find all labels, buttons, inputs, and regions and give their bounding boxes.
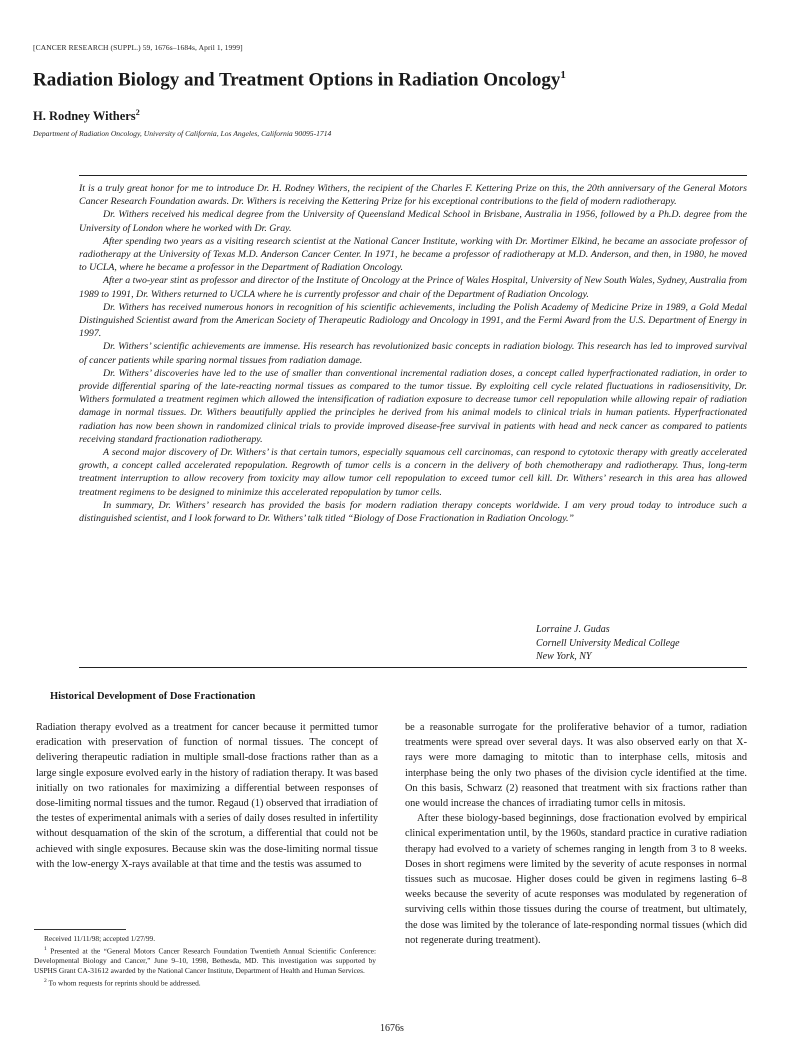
- signature-name: Lorraine J. Gudas: [536, 624, 610, 635]
- journal-citation: [CANCER RESEARCH (SUPPL.) 59, 1676s–1684s, April 1, 1999]: [33, 43, 243, 52]
- article-title-text: Radiation Biology and Treatment Options in Radiation Oncology: [33, 69, 561, 91]
- intro-paragraph: A second major discovery of Dr. Withers’ is that certain tumors, especially squamous cell carcinomas, can respond to cytotoxic therapy with greatly accelerated growth, a concept called accelerated repopulation. Regrowth of tumor cells is a concern in the delivery of both chemotherapy and radiotherapy. Thus, long-term treatment interruption to allow recovery from toxicity may allow tumor cell repopulation to exceed tumor cell kill. Dr. Withers’ research in this area has allowed treatment regimens to be designed to minimize this accelerated repopulation by tumor cells.: [79, 447, 747, 498]
- page-number: 1676s: [380, 1023, 404, 1034]
- footnotes-block: [34, 934, 376, 989]
- author-name-text: H. Rodney Withers: [33, 109, 136, 124]
- footnote-1: [34, 944, 376, 976]
- intro-paragraph: After spending two years as a visiting research scientist at the National Cancer Institute, working with Dr. Mortimer Elkind, he became an associate professor of radiotherapy at the University of Texas M.D. Anderson Cancer Center. In 1971, he became a professor of radiotherapy at M.D. Anderson, and then, in 1980, he moved to UCLA, where he became a professor in the Department of Radiation Oncology.: [79, 235, 747, 274]
- intro-paragraph: It is a truly great honor for me to introduce Dr. H. Rodney Withers, the recipient of the Charles F. Kettering Prize on this, the 20th anniversary of the General Motors Cancer Research Foundation awards. Dr. Withers is receiving the Kettering Prize for his exceptional contributions to the field of modern radiotherapy.: [79, 183, 747, 208]
- section-heading: Historical Development of Dose Fractionation: [50, 691, 256, 702]
- author-name: [33, 108, 140, 124]
- footnote-received: Received 11/11/98; accepted 1/27/99.: [44, 934, 156, 943]
- introduction-block: [79, 182, 747, 525]
- body-paragraph: Radiation therapy evolved as a treatment for cancer because it permitted tumor eradication with preservation of function of normal tissues. The concept of delivering therapeutic radiation in multiple small-dose fractions rather than as a large single exposure evolved early in the history of radiation therapy. It was based initially on two rationales for maximizing a differential between responses of dose-limiting normal tissues and the tumor. Regaud (1) observed that irradiation of the testes of experimental animals with a series of daily doses resulted in infertility without desquamation of the skin of the scrotum, a differential that could not be achieved with single exposures. Because skin was the dose-limiting normal tissue with the low-energy X-rays available at that time and the testis was assumed to: [36, 722, 378, 870]
- signature-institution: Cornell University Medical College: [536, 637, 680, 649]
- intro-signature: [536, 623, 680, 664]
- intro-top-rule: [79, 175, 747, 176]
- footnote-rule: [34, 929, 126, 930]
- intro-bottom-rule: [79, 667, 747, 668]
- intro-paragraph: After a two-year stint as professor and director of the Institute of Oncology at the Prince of Wales Hospital, University of New South Wales, Sydney, Australia from 1989 to 1991, Dr. Withers returned to UCLA where he is currently professor and chair of the Department of Radiation Oncology.: [79, 275, 747, 300]
- author-affiliation: Department of Radiation Oncology, University of California, Los Angeles, California 90095-1714: [33, 129, 332, 138]
- body-paragraph: be a reasonable surrogate for the proliferative behavior of a tumor, radiation treatments were spread over several days. It was also observed early on that X-rays were more damaging to mitotic than to interphase cells, mitosis and interphase being the only two phases of the division cycle identified at the time. On this basis, Schwarz (2) reasoned that treatment with six fractions rather than one would increase the chances of irradiating tumor cells in mitosis.: [405, 722, 747, 810]
- footnote-1-mark: 1: [44, 946, 47, 952]
- footnote-2: [34, 976, 376, 988]
- intro-paragraph: Dr. Withers’ discoveries have led to the use of smaller than conventional incremental radiation doses, a concept called hyperfractionated radiation, in order to provide differential sparing of the late-reacting normal tissues as compared to the tumor tissue. By exploiting cell cycle related fluctuations in radiosensitivity, Dr. Withers formulated a treatment regimen which allowed the intensification of radiation exposure to decrease tumor cell repopulation while allowing repair of radiation damage in normal tissues. Dr. Withers beautifully applied the principles he derived from his animal models to clinical trials in human patients. Hyperfractionated radiation has now been shown in randomized clinical trials to provide improved disease-free survival in patients with head and neck cancer as compared to patients receiving standard fractionation radiotherapy.: [79, 367, 747, 445]
- intro-paragraph: Dr. Withers received his medical degree from the University of Queensland Medical School in Brisbane, Australia in 1956, followed by a Ph.D. degree from the University of London where he worked with Dr. Gray.: [79, 209, 747, 234]
- footnote-2-mark: 2: [44, 978, 47, 985]
- intro-paragraph: In summary, Dr. Withers’ research has provided the basis for modern radiation therapy concepts worldwide. I am very proud today to introduce such a distinguished scientist, and I look forward to Dr. Withers’ talk titled “Biology of Dose Fractionation in Radiation Oncology.”: [79, 499, 747, 525]
- article-title: [33, 63, 763, 92]
- body-paragraph: After these biology-based beginnings, dose fractionation evolved by empirical clinical experimentation until, by the 1960s, standard practice in curative radiation therapy had evolved to a variety of schemes ranging in length from 3 to 8 weeks. Doses in short regimens were limited by the severity of acute responses in normal tissues such as mucosae. Higher doses could be given in regimens lasting 6–8 weeks because the severity of acute responses was modulated by regeneration of surviving cells within those tissues during the course of treatment, but ultimately, the dose was limited by the tolerance of late-responding normal tissues (which did not regenerate during treatment).: [405, 813, 747, 946]
- footnote-1-text: Presented at the “General Motors Cancer Research Foundation Twentieth Annual Scientific Conference: Developmental Biology and Cancer,” June 9–10, 1998, Bethesda, MD. This investigation was supported by USPHS Grant CA-31612 awarded by the National Cancer Institute, Department of Health and Human Services.: [34, 946, 376, 976]
- footnote-2-text: To whom requests for reprints should be addressed.: [48, 978, 201, 988]
- title-footnote-mark: 1: [560, 69, 566, 81]
- intro-paragraph: Dr. Withers has received numerous honors in recognition of his scientific achievements, including the Polish Academy of Medicine Prize in 1989, a Gold Medal Distinguished Scientist award from the American Society of Therapeutic Radiology and Oncology in 1991, and the Fermi Award from the U.S. Department of Energy in 1997.: [79, 301, 747, 340]
- intro-paragraph: Dr. Withers’ scientific achievements are immense. His research has revolutionized basic concepts in radiation biology. This research has led to improved survival of cancer patients while sparing normal tissues from radiation damage.: [79, 341, 747, 366]
- body-column-right: [405, 720, 747, 948]
- signature-location: New York, NY: [536, 651, 592, 663]
- body-column-left: [36, 720, 378, 872]
- author-footnote-mark: 2: [135, 108, 140, 117]
